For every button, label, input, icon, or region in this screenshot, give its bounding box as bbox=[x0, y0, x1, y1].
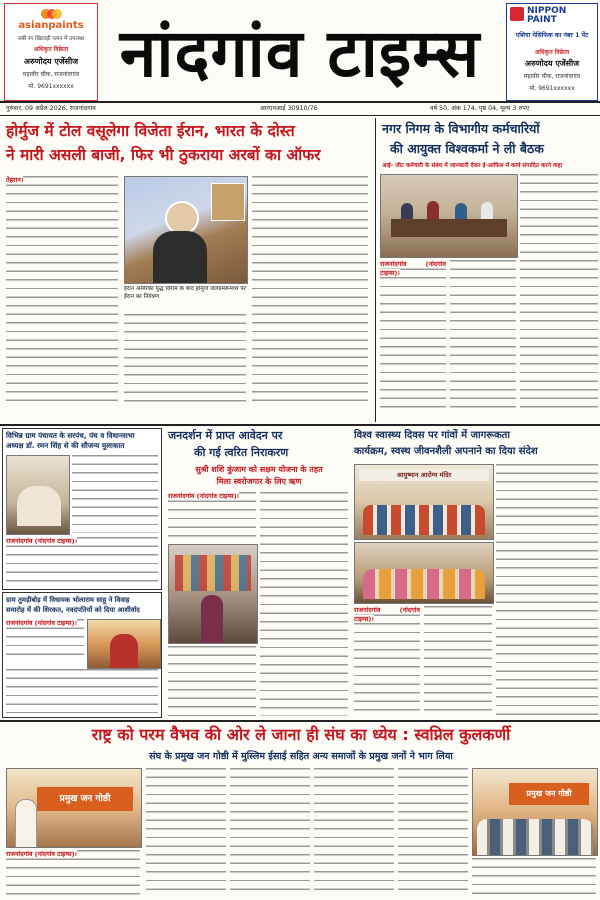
story7-body-col6 bbox=[472, 858, 596, 896]
story2-subhead: आई- जीट कर्मचारी के संबंध में जानकारी देकर ई-आफिस में कार्य संपादित करने कहा bbox=[382, 163, 563, 169]
story6-headline-line1: विश्व स्वास्थ्य दिवस पर गांवों में जागरूकता bbox=[354, 430, 510, 441]
story3-dateline: राजनांदगांव (नांदगांव टाइम्स)। bbox=[6, 537, 77, 545]
story2-headline-line1: नगर निगम के विभागीय कर्मचारियों bbox=[382, 121, 540, 136]
story2-headline-line2: की आयुक्त विश्वकर्मा ने ली बैठक bbox=[390, 141, 544, 156]
story3-body-right bbox=[72, 455, 158, 533]
story5-subhead-line2: मिला स्वरोजगार के लिए ऋण bbox=[216, 477, 302, 486]
left-ad-tagline: सबी रंग खिलाड़ी प्लान में उपलब्ध bbox=[17, 36, 85, 42]
group-figure-icon bbox=[17, 486, 61, 526]
story7-subhead: संघ के प्रमुख जन गोष्ठी में मुस्लिम ईसाई सहित अन्य समाजों के प्रमुख जनों ने भाग लिया bbox=[149, 751, 453, 762]
story-jandarshan bbox=[164, 428, 350, 718]
story7-body-col1 bbox=[6, 850, 140, 896]
story5-body-col1 bbox=[168, 492, 256, 540]
story1-headline-line1: होर्मुज में टोल वसूलेगा विजेता ईरान, भारत के दोस्त bbox=[6, 122, 295, 140]
audience-figures bbox=[477, 819, 593, 855]
right-ad-phone: मो. 9691xxxxxx bbox=[529, 85, 575, 92]
attendee-3 bbox=[455, 203, 467, 219]
registration-number: आरएनआई 30910/76 bbox=[260, 105, 318, 112]
story5-photo bbox=[168, 544, 258, 644]
person-figure-icon bbox=[165, 201, 199, 235]
shop-rack bbox=[175, 555, 251, 591]
story7-body-col4 bbox=[314, 768, 394, 896]
volume-info: वर्ष 50, अंक 174, पृष्ठ 04, मूल्य 3 रुपए bbox=[430, 105, 530, 112]
story1-body-col3 bbox=[252, 176, 368, 408]
story4-dateline: राजनांदगांव (नांदगांव टाइम्स)। bbox=[6, 619, 77, 627]
story6-photo-top bbox=[354, 464, 494, 540]
story6-body-right bbox=[496, 464, 598, 716]
story2-body-col1 bbox=[380, 260, 446, 412]
story7-body-col3 bbox=[230, 768, 310, 896]
story1-photo-caption: ईरान अमेरिका युद्ध विराम के बाद होर्मुज जलडमरूमध्य पर ईरान का नियंत्रण bbox=[124, 286, 246, 300]
story6-photo-bottom bbox=[354, 542, 494, 604]
story7-body-col2 bbox=[146, 768, 226, 896]
story7-body-col5 bbox=[398, 768, 468, 896]
column-divider bbox=[375, 118, 376, 422]
story5-body-col1b bbox=[168, 646, 256, 716]
story-rss-goshti bbox=[0, 722, 600, 900]
story-bholaram-sahu bbox=[2, 592, 162, 718]
story1-headline-line2: ने मारी असली बाजी, फिर भी ठुकराया अरबों का ऑफर bbox=[6, 146, 321, 164]
left-ad-dealer: अरुणोदय एजेंसीज bbox=[23, 57, 79, 66]
right-ad-tagline: एशिया पेसिफिक का नंबर 1 पेंट bbox=[515, 32, 589, 39]
story3-photo bbox=[6, 455, 70, 535]
left-ad-address: महावीर चौक, राजनांदगांव bbox=[22, 71, 80, 78]
story-hormuz bbox=[0, 118, 372, 422]
story1-body-col2 bbox=[124, 314, 246, 408]
story4-headline-line2: समारोह में की शिरकत, नवदंपतियों को दिया आशीर्वाद bbox=[6, 606, 140, 614]
info-bar bbox=[0, 101, 600, 116]
story4-photo bbox=[87, 619, 161, 669]
newspaper-title: नांदगांव टाइम्स bbox=[119, 14, 481, 92]
story7-photo-right bbox=[472, 768, 598, 856]
seated-women-figures bbox=[363, 569, 485, 599]
story5-dateline: राजनांदगांव (नांदगांव टाइम्स)। bbox=[168, 492, 239, 500]
map-inset bbox=[211, 183, 245, 221]
story-raman-singh bbox=[2, 428, 162, 590]
story4-body-bottom bbox=[6, 669, 158, 713]
story2-body-col1b bbox=[450, 260, 516, 412]
story7-photo-left bbox=[6, 768, 142, 848]
story7-banner-right: प्रमुख जन गोष्ठी bbox=[509, 783, 589, 805]
couple-figure-icon bbox=[110, 634, 138, 668]
asianpaints-logo-icon bbox=[39, 6, 63, 20]
beneficiary-figure-icon bbox=[201, 595, 223, 643]
story1-dateline: तेहरान। bbox=[6, 176, 24, 184]
story7-headline: राष्ट्र को परम वैभव की ओर ले जाना ही संघ का ध्येय : स्वप्निल कुलकर्णी bbox=[91, 725, 511, 744]
story3-headline-line1: विभिन्न ग्राम पंचायत के सरपंच, पंच व विधानसभा bbox=[6, 431, 135, 440]
story7-banner-left: प्रमुख जन गोष्ठी bbox=[37, 787, 133, 811]
story3-body-bottom bbox=[6, 537, 158, 585]
story5-subhead-line1: सुश्री शशि कुंजाम को सक्षम योजना के तहत bbox=[195, 465, 323, 474]
story4-body-left bbox=[6, 619, 84, 659]
story-world-health-day bbox=[352, 428, 600, 718]
crowd-figures bbox=[363, 505, 485, 535]
story6-dateline: राजनांदगांव (नांदगांव टाइम्स)। bbox=[354, 606, 420, 623]
attendee-2 bbox=[427, 201, 439, 219]
story5-body-col2 bbox=[260, 492, 348, 716]
section-divider bbox=[0, 424, 600, 426]
story4-headline-line1: ग्राम तुमड़ीबोड़ में विधायक भोलाराम साहू ने विवाह bbox=[6, 596, 130, 604]
left-ad-sub: अधिकृत विक्रेता bbox=[33, 46, 69, 53]
story1-body-col1 bbox=[6, 176, 118, 408]
story6-headline-line2: कार्यक्रम, स्वस्थ जीवनशैली अपनाने का दिया संदेश bbox=[354, 446, 538, 457]
right-ad-sub: अधिकृत विक्रेता bbox=[534, 49, 570, 56]
story2-dateline: राजनांदगांव (नांदगांव टाइम्स)। bbox=[380, 260, 446, 277]
person-body bbox=[153, 231, 207, 283]
meeting-table bbox=[391, 219, 507, 237]
story5-headline-line1: जनदर्शन में प्राप्त आवेदन पर bbox=[168, 429, 283, 442]
left-advertisement bbox=[4, 3, 98, 101]
speaker-figure-icon bbox=[15, 799, 37, 848]
story7-dateline: राजनांदगांव (नांदगांव टाइम्स)। bbox=[6, 850, 77, 858]
story1-photo bbox=[124, 176, 248, 284]
story6-body-col1 bbox=[354, 606, 420, 716]
right-ad-dealer: अरुणोदय एजेंसीज bbox=[524, 59, 580, 68]
left-ad-phone: मो. 9691xxxxxx bbox=[28, 83, 74, 90]
right-ad-address: महावीर चौक, राजनांदगांव bbox=[523, 73, 581, 80]
left-ad-brand: asianpaints bbox=[18, 20, 84, 31]
issue-date: गुरुवार, 09 अप्रैल 2026, राजनांदगांव bbox=[6, 105, 96, 112]
story-nagar-nigam bbox=[378, 118, 600, 422]
story6-body-col2 bbox=[424, 606, 492, 716]
story2-body-col2 bbox=[520, 174, 598, 412]
story3-headline-line2: अध्यक्ष डॉ. रमन सिंह से की सौजन्य मुलाकात bbox=[6, 441, 125, 450]
story6-banner: आयुष्मान आरोग्य मंदिर bbox=[359, 469, 489, 481]
right-ad-brand: NIPPON PAINT bbox=[527, 6, 567, 25]
attendee-4 bbox=[481, 202, 493, 219]
masthead bbox=[0, 0, 600, 116]
right-advertisement bbox=[506, 3, 598, 101]
story2-photo-meeting bbox=[380, 174, 518, 258]
story5-headline-line2: की गई त्वरित निराकरण bbox=[194, 446, 289, 459]
nippon-logo-icon bbox=[510, 7, 524, 21]
attendee-1 bbox=[401, 203, 413, 219]
